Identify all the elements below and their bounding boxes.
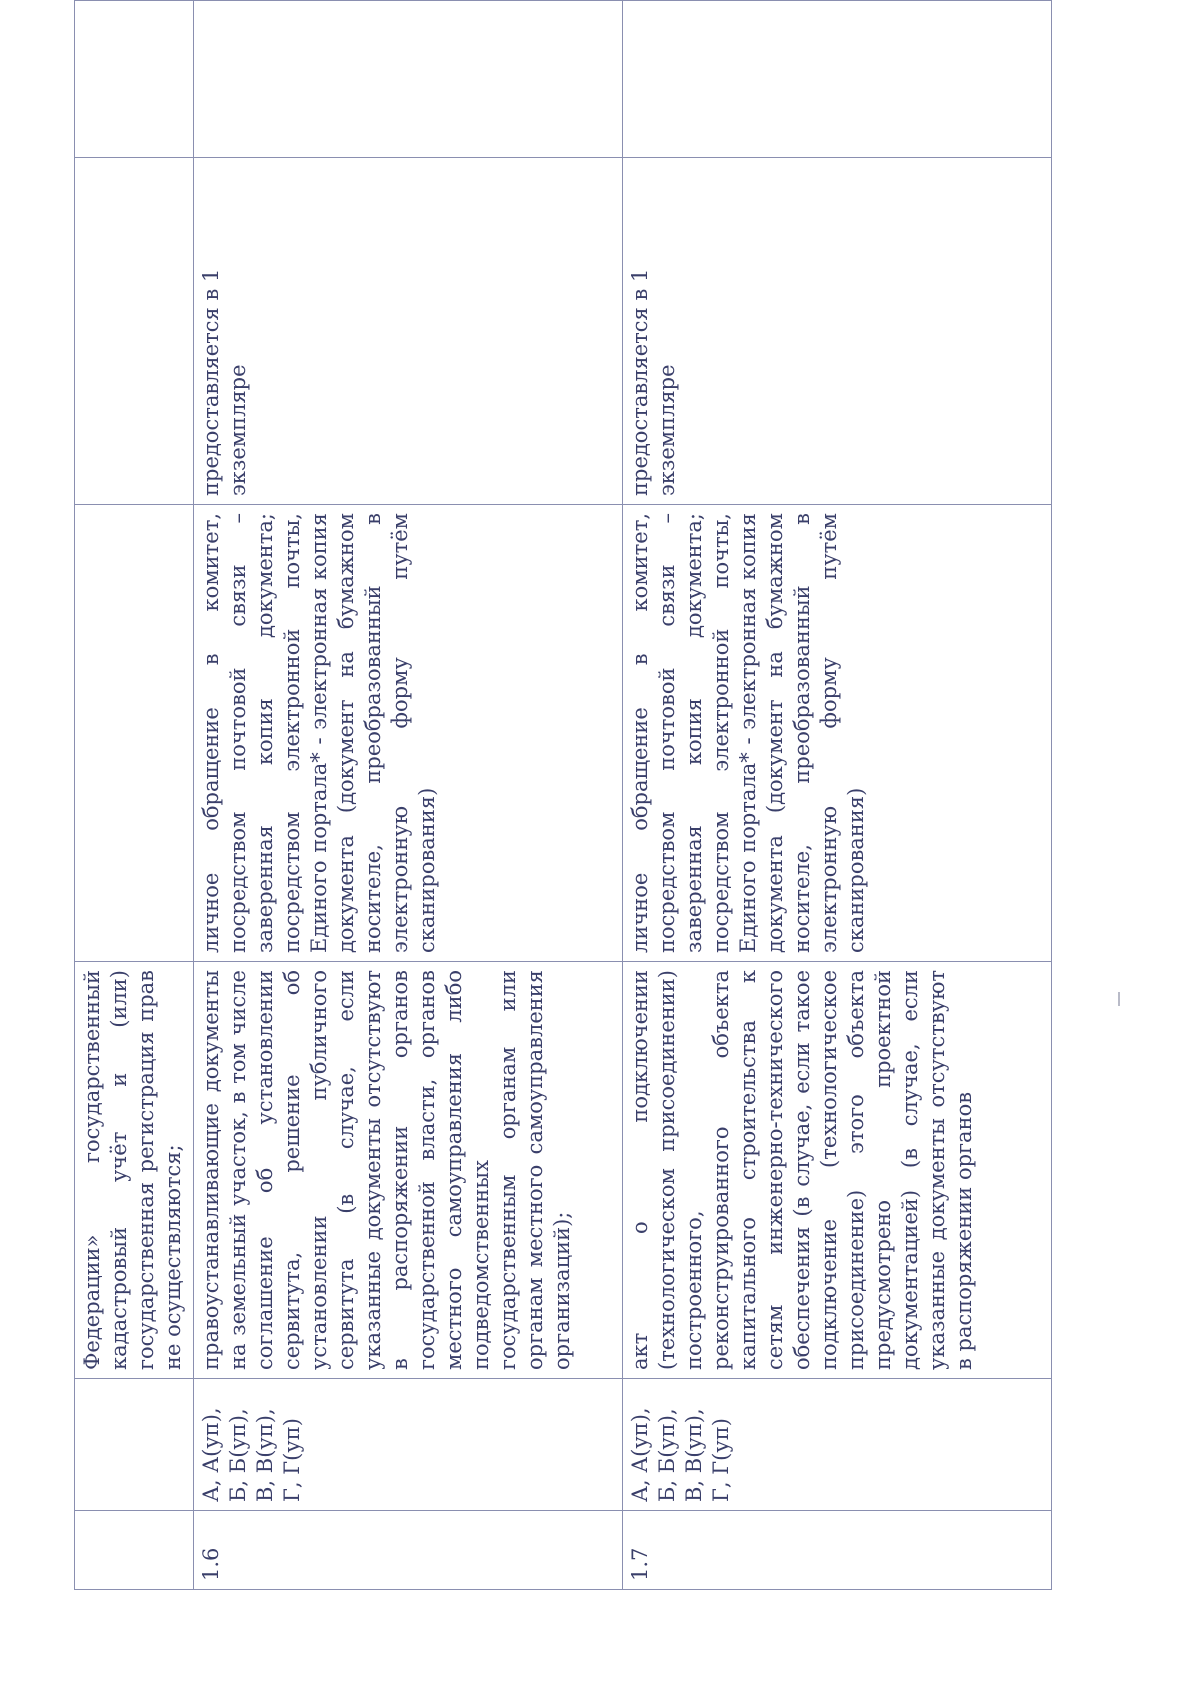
document-description: Федерации» государственный кадастровый учёт и (или) государственная регистрация прав не осуществляются;: [75, 962, 194, 1379]
documents-table: [74, 0, 1052, 1590]
row-number: 1.7: [623, 1511, 1052, 1590]
table-row: [623, 1, 1052, 1590]
row-number: [75, 1511, 194, 1590]
submission-method: личное обращение в комитет, посредством почтовой связи – заверенная копия документа; посредством электронной почты, Единого портала* - электронная копия документа (документ на бумажном носителе, преобразованный в электронную форму путём сканирования): [194, 505, 623, 962]
copy-requirements: [75, 158, 194, 505]
copy-requirements: предоставляется в 1 экземпляре: [623, 158, 1052, 505]
submission-method: личное обращение в комитет, посредством почтовой связи – заверенная копия документа; посредством электронной почты, Единого портала* - электронная копия документа (документ на бумажном носителе, преобразованный в электронную форму путём сканирования): [623, 505, 1052, 962]
copy-requirements: предоставляется в 1 экземпляре: [194, 158, 623, 505]
empty-cell: [75, 1, 194, 158]
document-description: акт о подключении (технологическом присоединении) построенного, реконструированного объекта капитального строительства к сетям инженерно-технического обеспечения (в случае, если такое подключение (технологическое присоединение) этого объекта предусмотрено проектной документацией) (в случае, если указанные документы отсутствуют в распоряжении органов: [623, 962, 1052, 1379]
document-description: правоустанавливающие документы на земельный участок, в том числе соглашение об установлении сервитута, решение об установлении публичного сервитута (в случае, если указанные документы отсутствуют в распоряжении органов государственной власти, органов местного самоуправления либо подведомственных государственным органам или органам местного самоуправления организаций);: [194, 962, 623, 1379]
object-categories: А, А(уп), Б, Б(уп), В, В(уп), Г, Г(уп): [623, 1379, 1052, 1511]
empty-cell: [194, 1, 623, 158]
submission-method: [75, 505, 194, 962]
object-categories: А, А(уп), Б, Б(уп), В, В(уп), Г, Г(уп): [194, 1379, 623, 1511]
row-number: 1.6: [194, 1511, 623, 1590]
table-row: [75, 1, 194, 1590]
object-categories: [75, 1379, 194, 1511]
scan-mark: [1118, 992, 1120, 1006]
table-row: [194, 1, 623, 1590]
empty-cell: [623, 1, 1052, 158]
rotated-document-page: [74, 100, 1084, 1590]
